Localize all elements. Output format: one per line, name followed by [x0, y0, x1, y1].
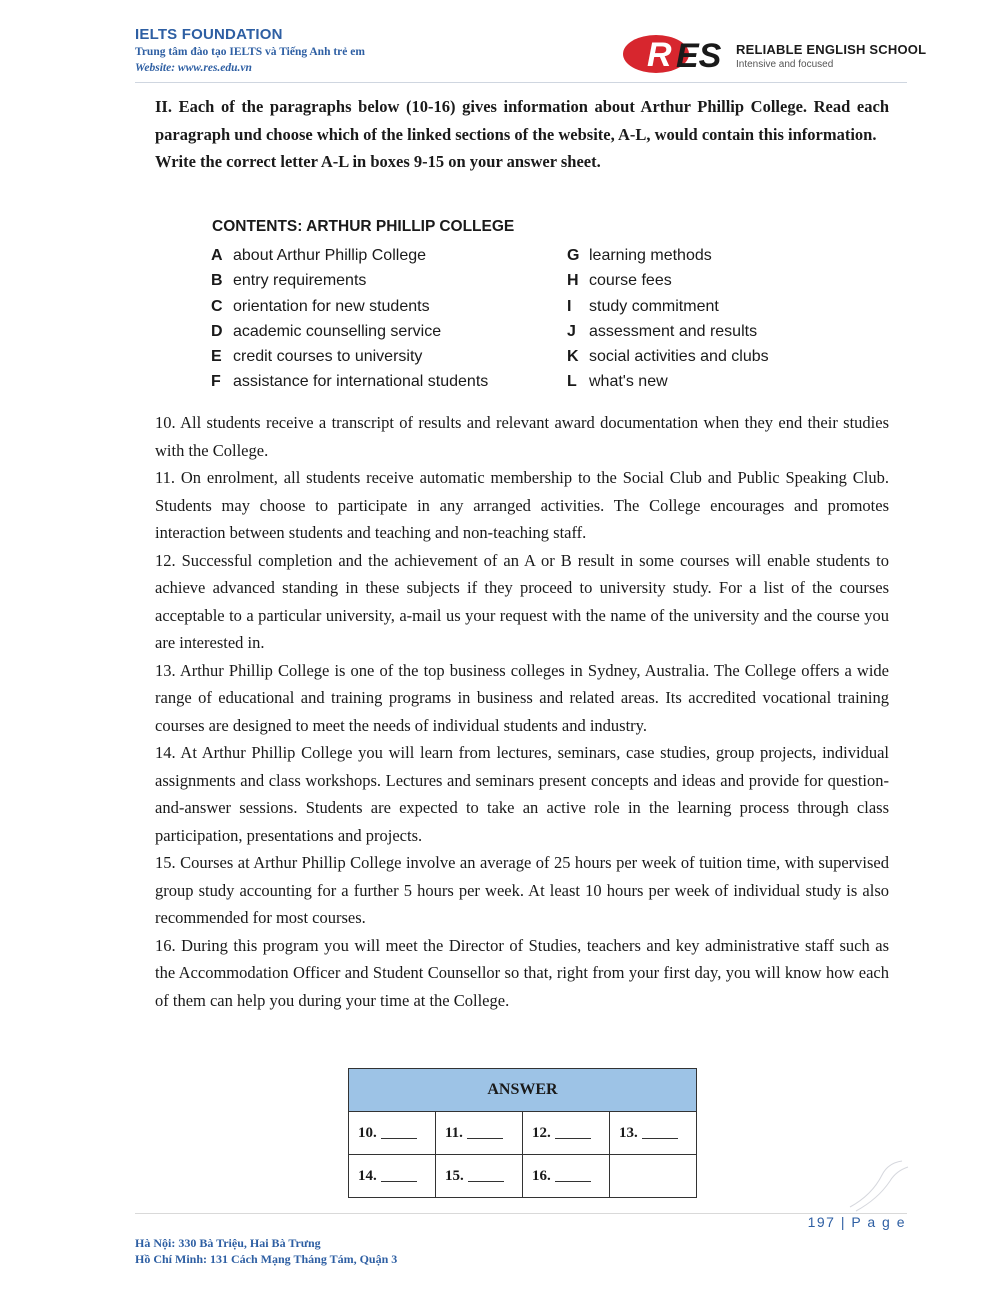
- item-letter: G: [567, 247, 580, 264]
- answer-blank[interactable]: [467, 1138, 503, 1139]
- answer-cell-empty: [610, 1155, 697, 1198]
- contents-item: [211, 268, 488, 293]
- item-letter: K: [567, 348, 579, 366]
- answer-label: 12.: [532, 1124, 551, 1141]
- contents-title: CONTENTS: ARTHUR PHILLIP COLLEGE: [212, 218, 515, 235]
- item-letter: I: [567, 297, 572, 315]
- answer-label: 14.: [358, 1167, 377, 1184]
- item-text: orientation for new students: [233, 297, 430, 315]
- contents-item: [567, 243, 769, 268]
- answer-table: [348, 1068, 697, 1198]
- answer-cell-14[interactable]: [349, 1155, 436, 1198]
- answer-label: 16.: [532, 1167, 551, 1184]
- item-text: course fees: [589, 272, 672, 290]
- contents-right-column: [567, 243, 769, 395]
- instructions: [155, 93, 889, 176]
- contents-item: [211, 344, 488, 369]
- website-label: Website:: [135, 62, 176, 74]
- contents-item: [567, 369, 769, 394]
- item-letter: B: [211, 272, 223, 290]
- paragraph-10: 10. All students receive a transcript of results and relevant award documentation when they end their studies with the College.: [155, 413, 889, 460]
- address-hcm: Hồ Chí Minh: 131 Cách Mạng Tháng Tám, Quận 3: [135, 1252, 398, 1266]
- answer-blank[interactable]: [381, 1181, 417, 1182]
- item-letter: C: [211, 297, 223, 315]
- page-number: 197 | P a g e: [807, 1214, 906, 1230]
- watermark-icon: [842, 1155, 912, 1215]
- item-letter: D: [211, 322, 223, 340]
- website-url[interactable]: www.res.edu.vn: [177, 62, 252, 74]
- item-text: assessment and results: [589, 322, 758, 340]
- answer-blank[interactable]: [555, 1181, 591, 1182]
- school-tagline: Intensive and focused: [736, 59, 834, 70]
- answer-blank[interactable]: [642, 1138, 678, 1139]
- header-brand: IELTS FOUNDATION: [135, 26, 283, 43]
- item-text: about Arthur Phillip College: [233, 247, 427, 264]
- question-paragraphs: [155, 409, 889, 1014]
- answer-cell-11[interactable]: [436, 1112, 523, 1155]
- item-text: what's new: [589, 373, 668, 391]
- item-text: entry requirements: [233, 272, 367, 290]
- item-letter: J: [567, 322, 576, 340]
- footer-divider: [135, 1213, 907, 1214]
- contents-item: [567, 294, 769, 319]
- contents-item: [567, 344, 769, 369]
- contents-item: [211, 319, 488, 344]
- item-text: study commitment: [589, 297, 719, 315]
- paragraph-13: 13. Arthur Phillip College is one of the top business colleges in Sydney, Australia. The College offers a wide range of educational and training programs in business and related areas. Its accredited vocational training courses are designed to meet the needs of individual students and industry.: [155, 660, 889, 735]
- contents-item: [211, 243, 488, 268]
- answer-cell-15[interactable]: [436, 1155, 523, 1198]
- paragraph-16: 16. During this program you will meet the Director of Studies, teachers and key administrative staff such as the Accommodation Officer and Student Counsellor so that, right from your first day, you will know how each of them can help you during your time at the College.: [155, 935, 889, 1010]
- header-website: [135, 62, 252, 74]
- answer-blank[interactable]: [381, 1138, 417, 1139]
- answer-cell-10[interactable]: [349, 1112, 436, 1155]
- instruction-write: Write the correct letter A-L in boxes 9-15 on your answer sheet.: [155, 152, 601, 171]
- item-text: social activities and clubs: [589, 348, 769, 366]
- answer-title: ANSWER: [349, 1069, 697, 1112]
- school-name: RELIABLE ENGLISH SCHOOL: [736, 42, 927, 57]
- item-letter: E: [211, 348, 222, 366]
- contents-left-column: [211, 243, 488, 395]
- paragraph-12: 12. Successful completion and the achievement of an A or B result in some courses will enable students to achieve advanced standing in these subjects if they proceed to university study. For a list of the courses acceptable to a particular university, a-mail us your request with the name of the university and the course you are interested in.: [155, 550, 889, 652]
- item-letter: F: [211, 373, 221, 391]
- item-letter: A: [211, 247, 223, 264]
- item-letter: L: [567, 373, 577, 391]
- item-text: learning methods: [589, 247, 712, 264]
- header-subtitle: Trung tâm đào tạo IELTS và Tiếng Anh trẻ em: [135, 46, 365, 58]
- answer-blank[interactable]: [468, 1181, 504, 1182]
- contents-item: [567, 319, 769, 344]
- paragraph-15: 15. Courses at Arthur Phillip College involve an average of 25 hours per week of tuition time, with supervised group study accounting for a further 5 hours per week. At least 10 hours per week of individual study is also recommended for most courses.: [155, 853, 889, 927]
- item-letter: H: [567, 272, 579, 290]
- item-text: assistance for international students: [233, 373, 489, 391]
- paragraph-14: 14. At Arthur Phillip College you will learn from lectures, seminars, case studies, group projects, individual assignments and class workshops. Lectures and seminars present concepts and ideas and provide for question-and-answer sessions. Students are expected to take an active role in the learning process through class participation, presentations and projects.: [155, 743, 889, 845]
- answer-label: 11.: [445, 1124, 463, 1141]
- contents-item: [567, 268, 769, 293]
- logo-letters-es: ES: [676, 37, 722, 74]
- item-text: credit courses to university: [233, 348, 423, 366]
- paragraph-11: 11. On enrolment, all students receive automatic membership to the Social Club and Public Speaking Club. Students may choose to participate in any arranged activities. The College encourages and promotes interaction between students and teaching and non-teaching staff.: [155, 468, 889, 542]
- header-divider: [135, 82, 907, 83]
- res-logo: [622, 34, 734, 74]
- item-text: academic counselling service: [233, 322, 442, 340]
- answer-blank[interactable]: [555, 1138, 591, 1139]
- contents-item: [211, 294, 488, 319]
- address-hanoi: Hà Nội: 330 Bà Triệu, Hai Bà Trưng: [135, 1236, 321, 1250]
- answer-label: 13.: [619, 1124, 638, 1141]
- answer-cell-16[interactable]: [523, 1155, 610, 1198]
- answer-label: 10.: [358, 1124, 377, 1141]
- answer-cell-12[interactable]: [523, 1112, 610, 1155]
- contents-item: [211, 369, 488, 394]
- instruction-main: II. Each of the paragraphs below (10-16) gives information about Arthur Phillip College. Read each paragraph und choose which of the linked sections of the website, A-L, would contain this information.: [155, 97, 889, 144]
- logo-letter-r: R: [647, 36, 672, 74]
- answer-cell-13[interactable]: [610, 1112, 697, 1155]
- answer-label: 15.: [445, 1167, 464, 1184]
